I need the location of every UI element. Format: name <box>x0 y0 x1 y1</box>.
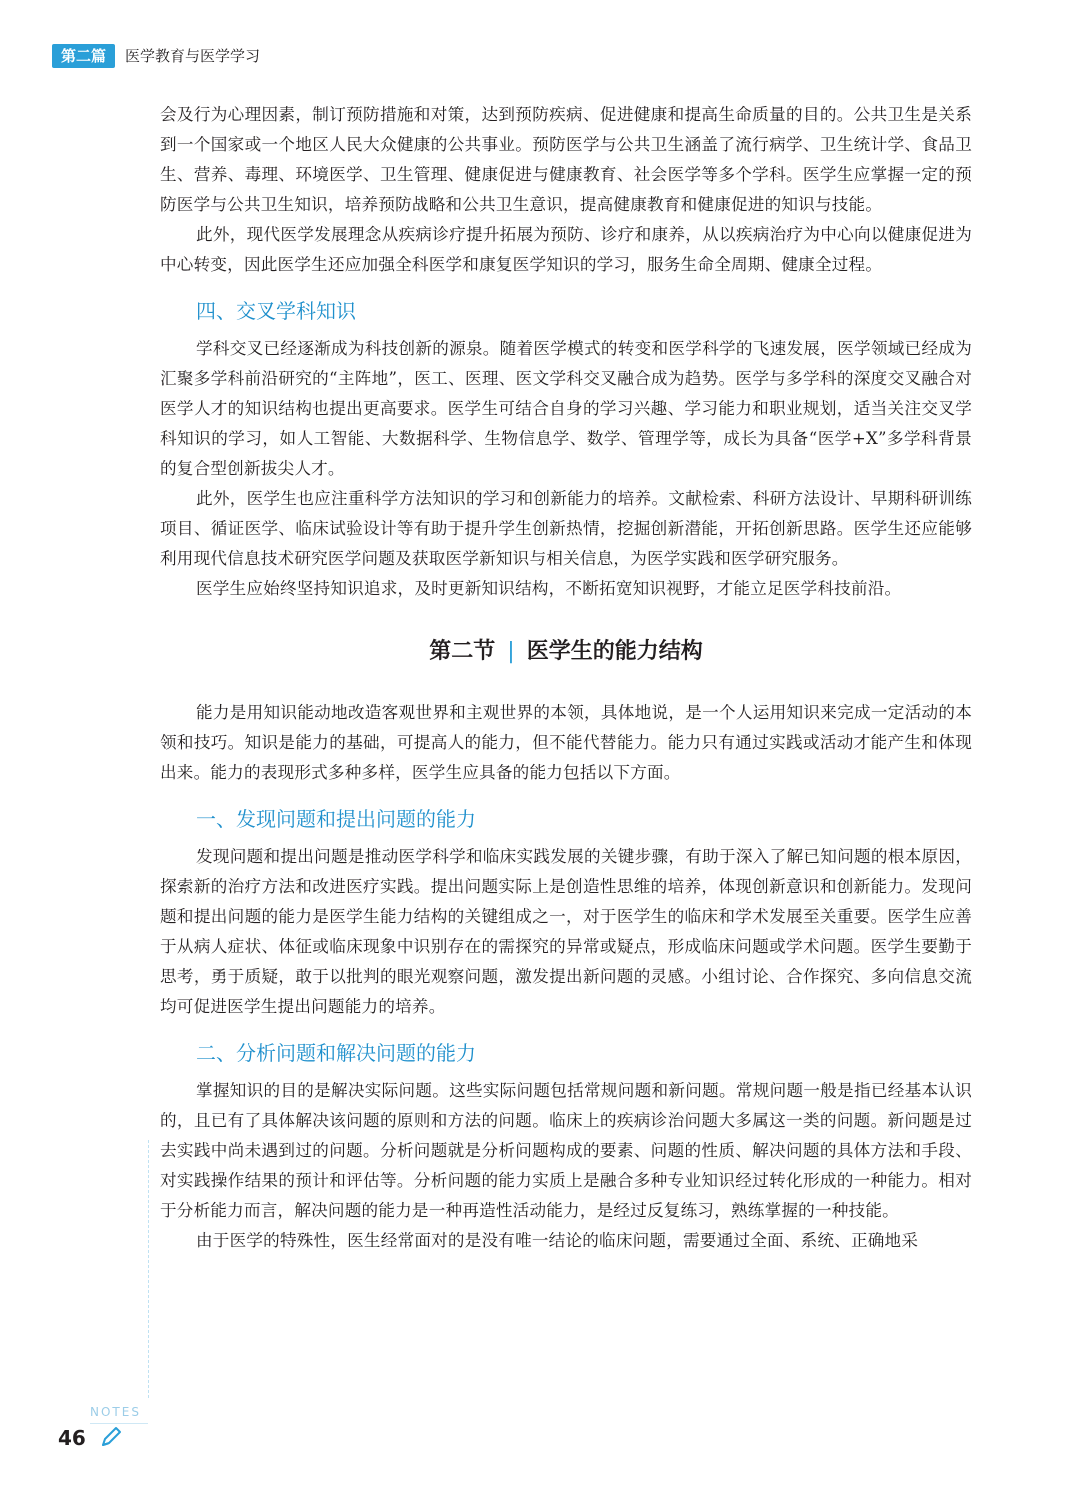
body-paragraph: 医学生应始终坚持知识追求，及时更新知识结构，不断拓宽知识视野，才能立足医学科技前沿。 <box>196 579 902 598</box>
body-paragraph: 学科交叉已经逐渐成为科技创新的源泉。随着医学模式的转变和医学科学的飞速发展，医学领域已经成为汇聚多学科前沿研究的“主阵地”，医工、医理、医文学科交叉融合成为趋势。医学与多学科的深度交叉融合对医学人才的知识结构也提出更高要求。医学生可结合自身的学习兴趣、学习能力和职业规划，适当关注交叉学科知识的学习，如人工智能、大数据科学、生物信息学、数学、管理学等，成长为具备“医学+X”多学科背景的复合型创新拔尖人才。 <box>160 339 972 478</box>
subsection-heading-problem-finding: 一、发现问题和提出问题的能力 <box>196 807 476 831</box>
body-paragraph: 会及行为心理因素，制订预防措施和对策，达到预防疾病、促进健康和提高生命质量的目的。公共卫生是关系到一个国家或一个地区人民大众健康的公共事业。预防医学与公共卫生涵盖了流行病学、卫生统计学、食品卫生、营养、毒理、环境医学、卫生管理、健康促进与健康教育、社会医学等多个学科。医学生应掌握一定的预防医学与公共卫生知识，培养预防战略和公共卫生意识，提高健康教育和健康促进的知识与技能。 <box>160 105 972 214</box>
section-separator: | <box>507 639 515 664</box>
body-paragraph: 此外，现代医学发展理念从疾病诊疗提升拓展为预防、诊疗和康养，从以疾病治疗为中心向以健康促进为中心转变，因此医学生还应加强全科医学和康复医学知识的学习，服务生命全周期、健康全过程。 <box>160 225 972 274</box>
section-intro-paragraph: 能力是用知识能动地改造客观世界和主观世界的本领，具体地说，是一个人运用知识来完成一定活动的本领和技巧。知识是能力的基础，可提高人的能力，但不能代替能力。能力只有通过实践或活动才能产生和体现出来。能力的表现形式多种多样，医学生应具备的能力包括以下方面。 <box>160 703 972 782</box>
part-title: 医学教育与医学学习 <box>125 47 261 65</box>
section-title: 医学生的能力结构 <box>526 639 703 664</box>
section-number: 第二节 <box>429 639 496 664</box>
page-body <box>160 100 972 1256</box>
running-header <box>52 44 260 68</box>
subsection-heading-problem-solving: 二、分析问题和解决问题的能力 <box>196 1041 476 1065</box>
notes-label: NOTES <box>90 1405 141 1419</box>
page-number: 46 <box>58 1426 86 1450</box>
body-paragraph: 发现问题和提出问题是推动医学科学和临床实践发展的关键步骤，有助于深入了解已知问题的根本原因，探索新的治疗方法和改进医疗实践。提出问题实际上是创造性思维的培养，体现创新意识和创新能力。发现问题和提出问题的能力是医学生能力结构的关键组成之一，对于医学生的临床和学术发展至关重要。医学生应善于从病人症状、体征或临床现象中识别存在的需探究的异常或疑点，形成临床问题或学术问题。医学生要勤于思考，勇于质疑，敢于以批判的眼光观察问题，激发提出新问题的灵感。小组讨论、合作探究、多向信息交流均可促进医学生提出问题能力的培养。 <box>160 847 972 1016</box>
section-heading <box>160 632 972 672</box>
notes-margin-rule <box>148 1140 149 1398</box>
part-badge: 第二篇 <box>52 44 115 68</box>
body-paragraph: 掌握知识的目的是解决实际问题。这些实际问题包括常规问题和新问题。常规问题一般是指已经基本认识的，且已有了具体解决该问题的原则和方法的问题。临床上的疾病诊治问题大多属这一类的问题。新问题是过去实践中尚未遇到过的问题。分析问题就是分析问题构成的要素、问题的性质、解决问题的具体方法和手段、对实践操作结果的预计和评估等。分析问题的能力实质上是融合多种专业知识经过转化形成的一种能力。相对于分析能力而言，解决问题的能力是一种再造性活动能力，是经过反复练习，熟练掌握的一种技能。 <box>160 1081 972 1220</box>
body-paragraph: 由于医学的特殊性，医生经常面对的是没有唯一结论的临床问题，需要通过全面、系统、正确地采 <box>196 1231 919 1250</box>
subsection-heading-interdisciplinary: 四、交叉学科知识 <box>196 299 356 323</box>
body-paragraph: 此外，医学生也应注重科学方法知识的学习和创新能力的培养。文献检索、科研方法设计、早期科研训练项目、循证医学、临床试验设计等有助于提升学生创新热情，挖掘创新潜能，开拓创新思路。医学生还应能够利用现代信息技术研究医学问题及获取医学新知识与相关信息，为医学实践和医学研究服务。 <box>160 489 972 568</box>
pencil-icon <box>98 1424 124 1450</box>
